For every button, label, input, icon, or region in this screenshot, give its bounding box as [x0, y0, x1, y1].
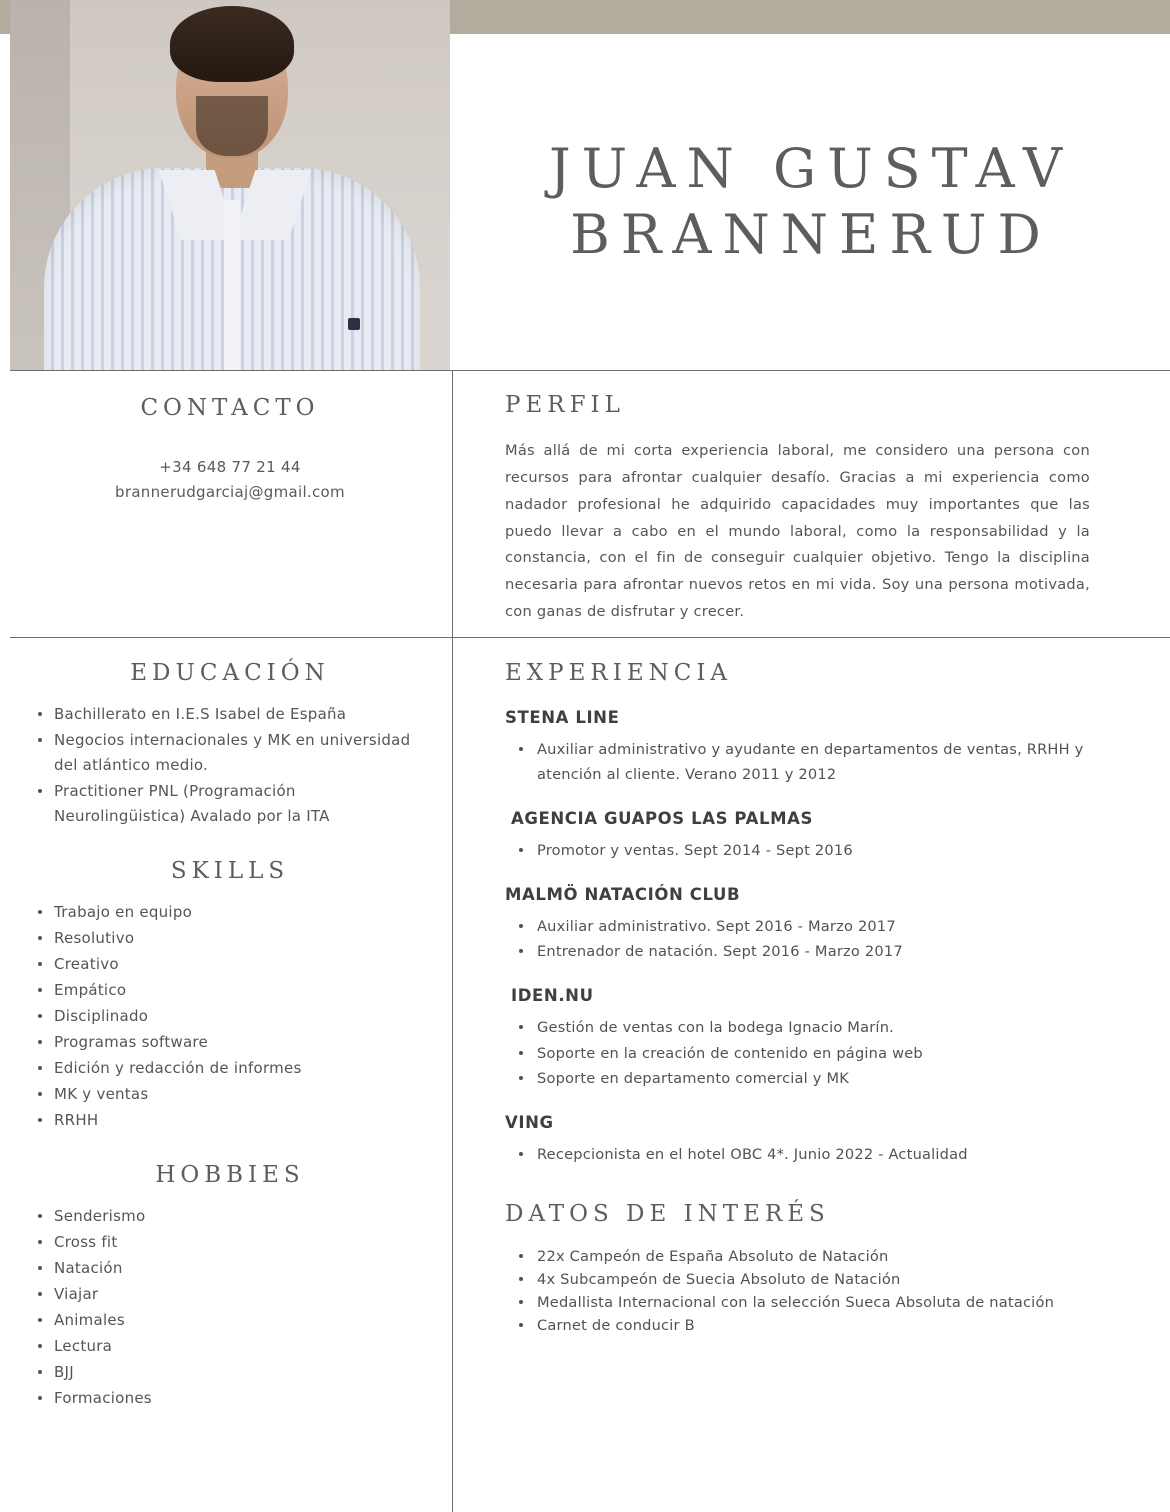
experience-entry	[505, 809, 1105, 863]
list-item: Programas software	[38, 1030, 450, 1055]
job-bullets	[505, 838, 1105, 863]
divider-vertical-upper	[452, 371, 453, 637]
job-bullets	[505, 914, 1105, 964]
list-item: Natación	[38, 1256, 450, 1281]
divider-vertical-lower	[452, 638, 453, 1512]
list-item: Edición y redacción de informes	[38, 1056, 450, 1081]
skills-title: SKILLS	[170, 858, 290, 885]
profile-text: Más allá de mi corta experiencia laboral, me considero una persona con recursos para afrontar cualquier desafío. Gracias a mi experiencia como nadador profesional he adquirido capacidades muy importantes que las puedo llevar a cabo en el mundo laboral, como la responsabilidad y la constancia, con el fin de conseguir cualquier objetivo. Tengo la disciplina necesaria para afrontar nuevos retos en mi vida. Soy una persona motivada, con ganas de disfrutar y crecer.	[505, 442, 1090, 621]
job-company: AGENCIA GUAPOS LAS PALMAS	[511, 809, 813, 829]
photo-shirt-placket	[224, 200, 240, 370]
job-company: STENA LINE	[505, 708, 620, 727]
list-item: Soporte en la creación de contenido en página web	[519, 1041, 1105, 1066]
last-name: BRANNERUD	[570, 203, 1052, 266]
list-item: Cross fit	[38, 1230, 450, 1255]
profile-photo	[10, 0, 450, 370]
profile-section	[505, 392, 1090, 626]
interests-section	[505, 1201, 1105, 1337]
hobbies-title: HOBBIES	[155, 1162, 305, 1189]
education-title: EDUCACIÓN	[130, 660, 330, 686]
list-item: Viajar	[38, 1282, 450, 1307]
list-item: Formaciones	[38, 1386, 450, 1411]
list-item: Medallista Internacional con la selección Sueca Absoluta de natación	[519, 1291, 1105, 1314]
skills-heading	[10, 858, 450, 884]
contact-section	[10, 395, 450, 505]
list-item: 22x Campeón de España Absoluto de Natación	[519, 1245, 1105, 1268]
photo-hair	[170, 6, 294, 82]
divider-middle	[10, 637, 1170, 638]
job-bullets	[505, 1142, 1105, 1167]
experience-entry	[505, 986, 1105, 1090]
list-item: Negocios internacionales y MK en universidad del atlántico medio.	[38, 728, 420, 778]
list-item: Bachillerato en I.E.S Isabel de España	[38, 702, 420, 727]
list-item: RRHH	[38, 1108, 450, 1133]
list-item: Auxiliar administrativo. Sept 2016 - Marzo 2017	[519, 914, 1105, 939]
list-item: BJJ	[38, 1360, 450, 1385]
list-item: 4x Subcampeón de Suecia Absoluto de Natación	[519, 1268, 1105, 1291]
hobbies-heading	[10, 1162, 450, 1188]
list-item: Senderismo	[38, 1204, 450, 1229]
list-item: Recepcionista en el hotel OBC 4*. Junio 2022 - Actualidad	[519, 1142, 1105, 1167]
experience-entry	[505, 885, 1105, 964]
experience-title: EXPERIENCIA	[505, 660, 733, 686]
list-item: Soporte en departamento comercial y MK	[519, 1066, 1105, 1091]
photo-beard	[196, 96, 268, 156]
right-column	[505, 660, 1105, 1337]
job-bullets	[505, 1015, 1105, 1090]
left-column	[10, 660, 450, 1412]
contact-title: CONTACTO	[140, 395, 320, 421]
list-item: Auxiliar administrativo y ayudante en departamentos de ventas, RRHH y atención al cliente. Verano 2011 y 2012	[519, 737, 1105, 787]
list-item: Disciplinado	[38, 1004, 450, 1029]
job-company: MALMÖ NATACIÓN CLUB	[505, 885, 741, 905]
profile-title: PERFIL	[505, 392, 625, 418]
hobbies-list	[10, 1204, 450, 1410]
list-item: Promotor y ventas. Sept 2014 - Sept 2016	[519, 838, 1105, 863]
name-block	[452, 34, 1170, 370]
education-list	[10, 702, 450, 828]
list-item: Gestión de ventas con la bodega Ignacio Marín.	[519, 1015, 1105, 1040]
contact-phone: +34 648 77 21 44	[159, 458, 301, 476]
first-name: JUAN GUSTAV	[549, 137, 1073, 201]
list-item: Entrenador de natación. Sept 2016 - Marzo 2017	[519, 939, 1105, 964]
list-item: Lectura	[38, 1334, 450, 1359]
list-item: Animales	[38, 1308, 450, 1333]
job-company: IDEN.NU	[511, 986, 594, 1006]
divider-top	[10, 370, 1170, 371]
job-company: VING	[505, 1112, 554, 1132]
list-item: Carnet de conducir B	[519, 1314, 1105, 1337]
interests-list	[505, 1245, 1105, 1337]
list-item: Creativo	[38, 952, 450, 977]
photo-shirt-button	[348, 318, 360, 330]
list-item: Empático	[38, 978, 450, 1003]
experience-entry	[505, 1113, 1105, 1167]
header	[0, 0, 1170, 370]
list-item: Resolutivo	[38, 926, 450, 951]
list-item: Trabajo en equipo	[38, 900, 450, 925]
experience-entry	[505, 708, 1105, 787]
education-heading	[10, 660, 450, 686]
interests-title: DATOS DE INTERÉS	[505, 1200, 830, 1227]
skills-list	[10, 900, 450, 1132]
contact-email[interactable]: brannerudgarciaj@gmail.com	[115, 482, 345, 501]
list-item: Practitioner PNL (Programación Neurolingüistica) Avalado por la ITA	[38, 779, 420, 829]
list-item: MK y ventas	[38, 1082, 450, 1107]
job-bullets	[505, 737, 1105, 787]
